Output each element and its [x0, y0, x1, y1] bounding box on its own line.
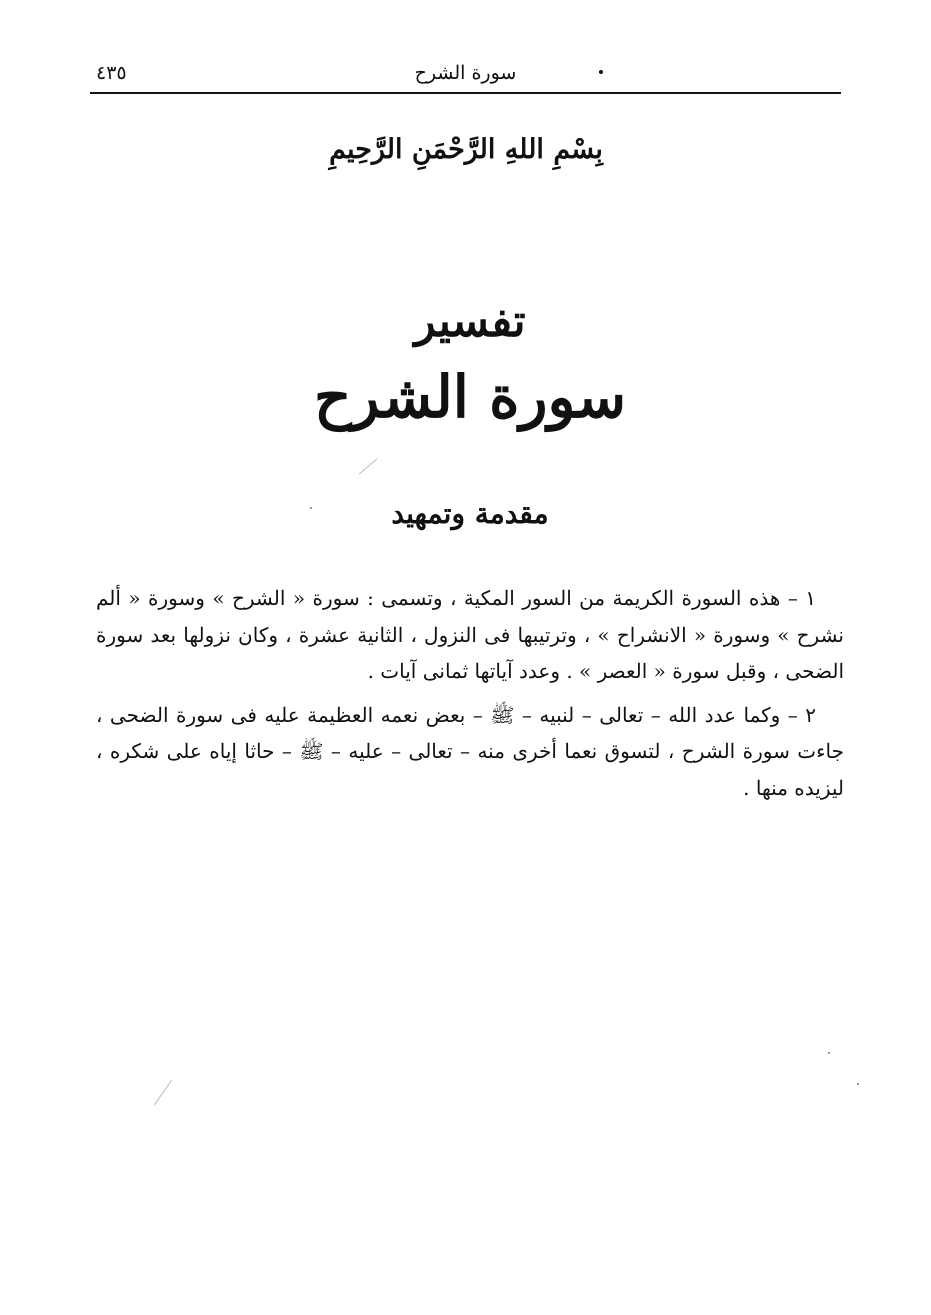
- scan-speck: [857, 1083, 859, 1085]
- page-number: ٤٣٥: [96, 62, 127, 84]
- scan-speck: [310, 507, 312, 509]
- paragraph-1: ١ – هذه السورة الكريمة من السور المكية ، وتسمى : سورة « الشرح » وسورة « ألم نشرح » وسورة « الانشراح » ، وترتيبها فى النزول ، الثانية عشرة ، وكان نزولها بعد سورة الضحى ، وقبل سورة « العصر » . وعدد آياتها ثمانى آيات .: [96, 586, 844, 684]
- section-heading: مقدمة وتمهيد: [391, 497, 549, 530]
- scan-stroke: [358, 458, 377, 474]
- chapter-title-line-1: تفسير: [414, 296, 526, 347]
- paragraph-2: ٢ – وكما عدد الله – تعالى – لنبيه – ﷺ – بعض نعمه العظيمة عليه فى سورة الضحى ، جاءت سورة الشرح ، لتسوق نعما أخرى منه – تعالى – عليه – ﷺ – حاثا إياه على شكره ، ليزيده منها .: [96, 702, 844, 800]
- scan-stroke: [154, 1080, 172, 1105]
- header-dot-mark: [599, 70, 603, 74]
- chapter-title-line-2: سورة الشرح: [313, 363, 627, 431]
- scan-speck: [828, 1052, 830, 1054]
- basmala: بِسْمِ اللهِ الرَّحْمَنِ الرَّحِيمِ: [329, 134, 603, 165]
- body-text: [96, 580, 844, 814]
- running-header-title: سورة الشرح: [414, 62, 517, 84]
- running-header: [90, 60, 841, 94]
